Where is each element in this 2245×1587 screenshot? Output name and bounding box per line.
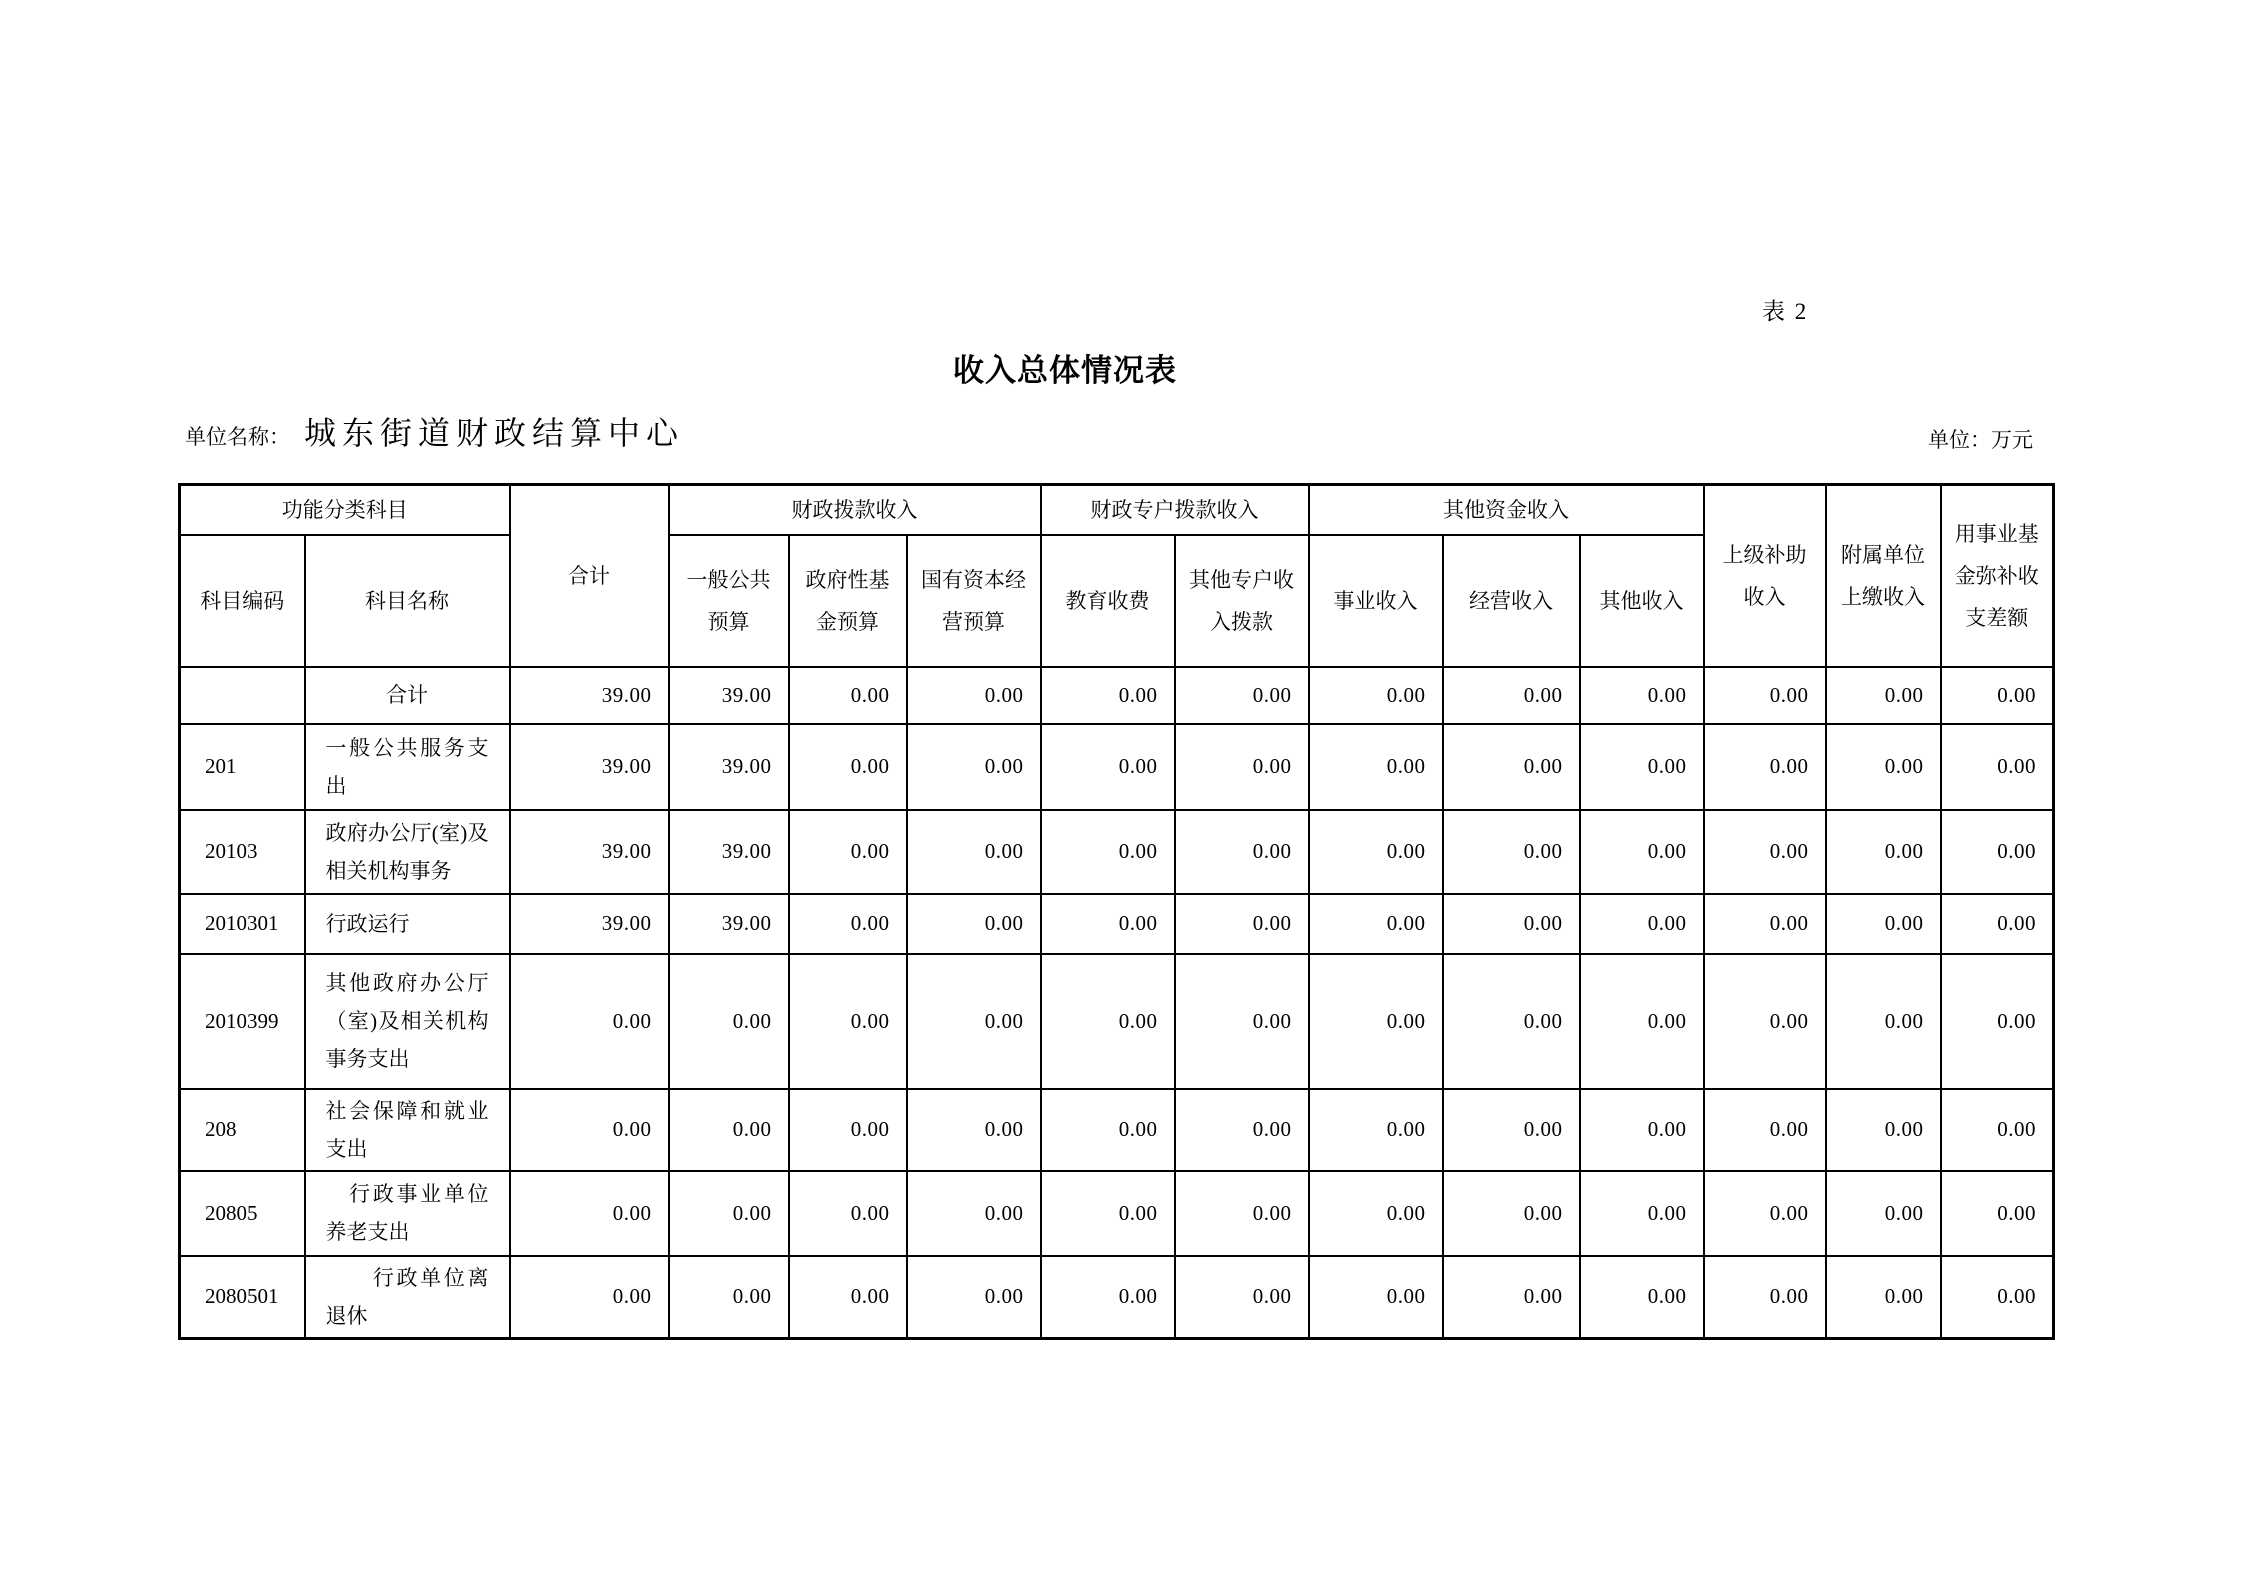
value-cell: 0.00 <box>1826 724 1941 810</box>
value-cell: 0.00 <box>1826 667 1941 724</box>
value-cell: 0.00 <box>1443 1171 1580 1256</box>
value-cell: 39.00 <box>669 894 789 954</box>
table-row <box>180 1171 2054 1256</box>
value-cell: 0.00 <box>789 724 907 810</box>
col-header-general-public-budget: 一般公共预算 <box>669 535 789 667</box>
value-cell: 39.00 <box>669 724 789 810</box>
value-cell: 0.00 <box>907 724 1041 810</box>
value-cell: 0.00 <box>1309 1171 1443 1256</box>
value-cell: 0.00 <box>1041 954 1175 1089</box>
value-cell: 0.00 <box>510 1171 669 1256</box>
value-cell: 0.00 <box>1309 1089 1443 1171</box>
value-cell: 0.00 <box>1704 810 1826 894</box>
value-cell: 0.00 <box>1309 954 1443 1089</box>
value-cell: 0.00 <box>1309 667 1443 724</box>
value-cell: 39.00 <box>510 724 669 810</box>
value-cell: 0.00 <box>1704 954 1826 1089</box>
value-cell: 0.00 <box>907 1089 1041 1171</box>
value-cell: 39.00 <box>669 667 789 724</box>
value-cell: 0.00 <box>1941 1256 2054 1339</box>
row-code: 2010301 <box>180 894 305 954</box>
row-name: 行政单位离退休 <box>305 1256 510 1339</box>
value-cell: 0.00 <box>1826 894 1941 954</box>
table-row <box>180 1089 2054 1171</box>
table-row <box>180 667 2054 724</box>
value-cell: 0.00 <box>907 954 1041 1089</box>
col-header-subject-name: 科目名称 <box>305 535 510 667</box>
sheet-number-label: 表 2 <box>1762 299 1809 324</box>
value-cell: 0.00 <box>1175 1171 1309 1256</box>
value-cell: 0.00 <box>1041 1089 1175 1171</box>
col-group-fiscal-special-account-income: 财政专户拨款收入 <box>1041 485 1309 535</box>
row-name: 合计 <box>305 667 510 724</box>
col-header-state-capital-budget: 国有资本经营预算 <box>907 535 1041 667</box>
col-header-gov-fund-budget: 政府性基金预算 <box>789 535 907 667</box>
value-cell: 0.00 <box>510 954 669 1089</box>
col-group-fiscal-appropriation-income: 财政拨款收入 <box>669 485 1041 535</box>
col-group-other-funds-income: 其他资金收入 <box>1309 485 1704 535</box>
value-cell: 0.00 <box>1175 894 1309 954</box>
value-cell: 0.00 <box>510 1256 669 1339</box>
row-name: 社会保障和就业支出 <box>305 1089 510 1171</box>
value-cell: 0.00 <box>1941 894 2054 954</box>
income-overview-table <box>178 483 2055 1340</box>
row-code <box>180 667 305 724</box>
row-code: 201 <box>180 724 305 810</box>
value-cell: 39.00 <box>510 667 669 724</box>
col-header-superior-subsidy-income: 上级补助收入 <box>1704 485 1826 667</box>
col-header-subject-code: 科目编码 <box>180 535 305 667</box>
value-cell: 0.00 <box>1175 954 1309 1089</box>
value-cell: 0.00 <box>1704 1171 1826 1256</box>
value-cell: 0.00 <box>1041 724 1175 810</box>
value-cell: 0.00 <box>1826 1089 1941 1171</box>
value-cell: 0.00 <box>1041 1256 1175 1339</box>
value-cell: 0.00 <box>907 1171 1041 1256</box>
col-header-fund-balance-offset: 用事业基金弥补收支差额 <box>1941 485 2054 667</box>
value-cell: 0.00 <box>1826 1171 1941 1256</box>
unit-name-label: 单位名称： <box>185 425 290 449</box>
col-group-functional-classification: 功能分类科目 <box>180 485 510 535</box>
value-cell: 0.00 <box>1580 1089 1704 1171</box>
value-cell: 0.00 <box>1941 954 2054 1089</box>
value-cell: 0.00 <box>1941 810 2054 894</box>
value-cell: 0.00 <box>1443 1256 1580 1339</box>
row-code: 20805 <box>180 1171 305 1256</box>
value-cell: 0.00 <box>1826 954 1941 1089</box>
table-row <box>180 724 2054 810</box>
value-cell: 0.00 <box>669 1171 789 1256</box>
value-cell: 0.00 <box>669 1256 789 1339</box>
value-cell: 0.00 <box>789 1089 907 1171</box>
value-cell: 0.00 <box>1041 810 1175 894</box>
value-cell: 0.00 <box>1175 667 1309 724</box>
value-cell: 0.00 <box>1443 1089 1580 1171</box>
value-cell: 0.00 <box>1443 810 1580 894</box>
row-name: 行政运行 <box>305 894 510 954</box>
value-cell: 0.00 <box>1580 1171 1704 1256</box>
value-cell: 0.00 <box>1704 1256 1826 1339</box>
row-code: 20103 <box>180 810 305 894</box>
value-cell: 0.00 <box>1580 894 1704 954</box>
value-cell: 0.00 <box>1941 667 2054 724</box>
value-cell: 0.00 <box>1580 724 1704 810</box>
table-row <box>180 810 2054 894</box>
table-row <box>180 894 2054 954</box>
value-cell: 0.00 <box>1443 954 1580 1089</box>
value-cell: 0.00 <box>1309 1256 1443 1339</box>
col-header-education-fee: 教育收费 <box>1041 535 1175 667</box>
value-cell: 0.00 <box>1704 894 1826 954</box>
value-cell: 0.00 <box>1309 810 1443 894</box>
value-cell: 0.00 <box>1941 1089 2054 1171</box>
value-cell: 0.00 <box>1580 954 1704 1089</box>
col-header-other-special-account: 其他专户收入拨款 <box>1175 535 1309 667</box>
header-row-groups <box>180 485 2054 535</box>
value-cell: 0.00 <box>1826 810 1941 894</box>
row-code: 2080501 <box>180 1256 305 1339</box>
row-name: 政府办公厅(室)及相关机构事务 <box>305 810 510 894</box>
value-cell: 0.00 <box>907 894 1041 954</box>
value-cell: 0.00 <box>1443 894 1580 954</box>
value-cell: 0.00 <box>789 954 907 1089</box>
table-row <box>180 954 2054 1089</box>
value-cell: 0.00 <box>1704 724 1826 810</box>
value-cell: 0.00 <box>1443 667 1580 724</box>
value-cell: 0.00 <box>1309 894 1443 954</box>
value-cell: 0.00 <box>1175 724 1309 810</box>
row-name: 行政事业单位养老支出 <box>305 1171 510 1256</box>
value-cell: 0.00 <box>907 667 1041 724</box>
value-cell: 0.00 <box>1041 667 1175 724</box>
col-header-business-income: 事业收入 <box>1309 535 1443 667</box>
value-cell: 0.00 <box>1941 1171 2054 1256</box>
value-cell: 0.00 <box>1309 724 1443 810</box>
col-header-total: 合计 <box>510 485 669 667</box>
table-row <box>180 1256 2054 1339</box>
value-cell: 0.00 <box>1175 1256 1309 1339</box>
value-cell: 0.00 <box>789 894 907 954</box>
row-code: 208 <box>180 1089 305 1171</box>
value-cell: 0.00 <box>1704 667 1826 724</box>
value-cell: 0.00 <box>789 810 907 894</box>
value-cell: 0.00 <box>669 954 789 1089</box>
value-cell: 0.00 <box>1175 810 1309 894</box>
value-cell: 0.00 <box>669 1089 789 1171</box>
value-cell: 0.00 <box>1580 1256 1704 1339</box>
value-cell: 0.00 <box>1041 894 1175 954</box>
value-cell: 0.00 <box>907 810 1041 894</box>
unit-name-value: 城东街道财政结算中心 <box>304 415 685 451</box>
col-header-operating-income: 经营收入 <box>1443 535 1580 667</box>
unit-name-row <box>185 408 2055 454</box>
value-cell: 0.00 <box>1175 1089 1309 1171</box>
value-cell: 0.00 <box>907 1256 1041 1339</box>
value-cell: 0.00 <box>1041 1171 1175 1256</box>
value-cell: 0.00 <box>789 1256 907 1339</box>
col-header-other-income: 其他收入 <box>1580 535 1704 667</box>
value-cell: 0.00 <box>1580 810 1704 894</box>
row-name: 其他政府办公厅（室)及相关机构事务支出 <box>305 954 510 1089</box>
value-cell: 39.00 <box>510 894 669 954</box>
value-cell: 39.00 <box>510 810 669 894</box>
value-cell: 0.00 <box>1443 724 1580 810</box>
unit-scale-label: 单位：万元 <box>1928 428 2033 452</box>
page-title: 收入总体情况表 <box>953 353 1177 388</box>
value-cell: 0.00 <box>1704 1089 1826 1171</box>
value-cell: 0.00 <box>1826 1256 1941 1339</box>
value-cell: 0.00 <box>510 1089 669 1171</box>
col-header-affiliated-unit-remit-income: 附属单位上缴收入 <box>1826 485 1941 667</box>
row-code: 2010399 <box>180 954 305 1089</box>
value-cell: 0.00 <box>789 667 907 724</box>
value-cell: 0.00 <box>789 1171 907 1256</box>
row-name: 一般公共服务支出 <box>305 724 510 810</box>
value-cell: 0.00 <box>1580 667 1704 724</box>
value-cell: 39.00 <box>669 810 789 894</box>
value-cell: 0.00 <box>1941 724 2054 810</box>
